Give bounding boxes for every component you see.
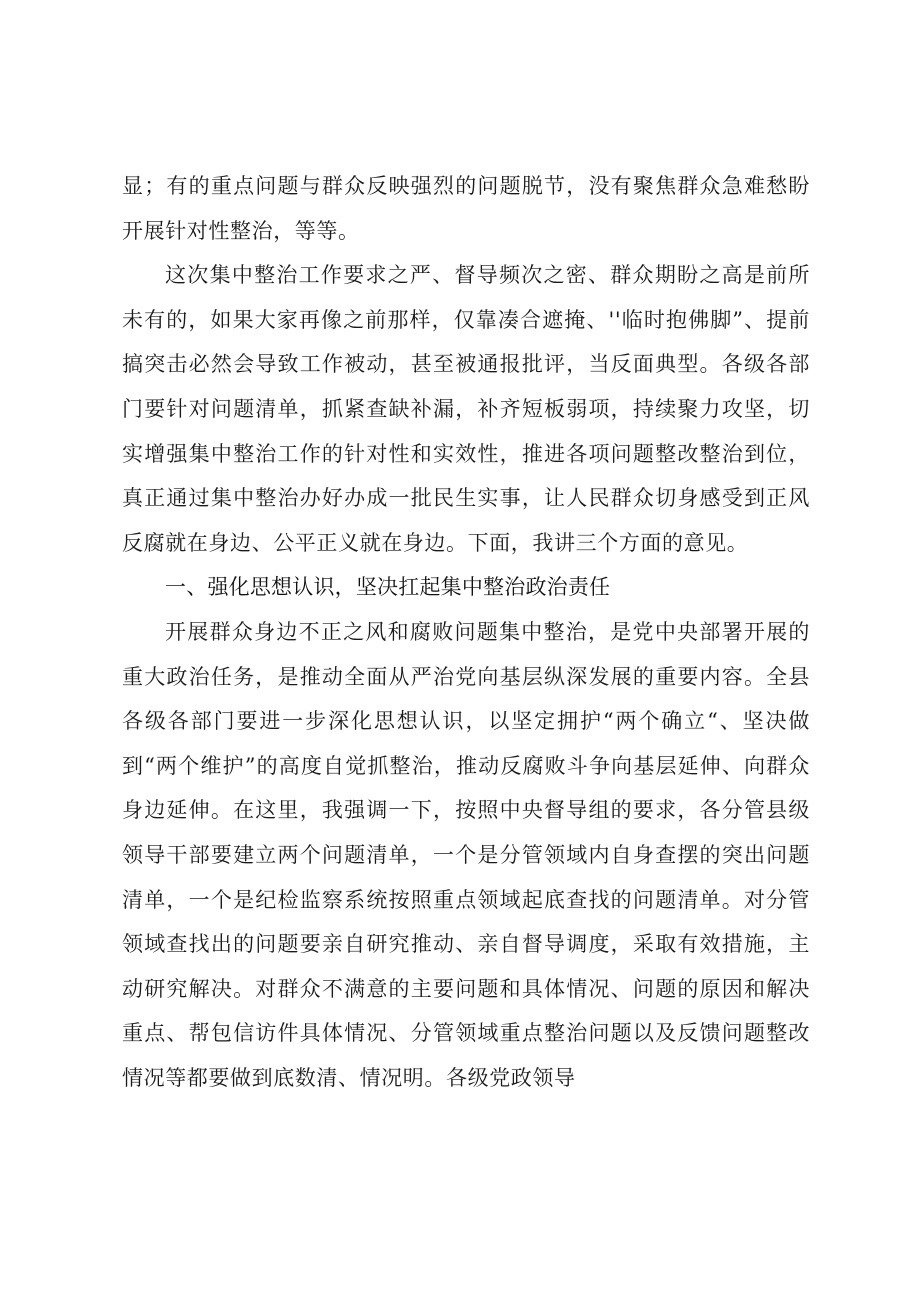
section-paragraph: 开展群众身边不正之风和腐败问题集中整治，是党中央部署开展的重大政治任务，是推动全面从严治党向基层纵深发展的重要内容。全县各级各部门要进一步深化思想认识，以坚定拥护“两个确立“、坚决做到“两个维护”的高度自觉抓整治，推动反腐败斗争向基层延伸、向群众身边延伸。在这里，我强调一下，按照中央督导组的要求，各分管县级领导干部要建立两个问题清单，一个是分管领域内自身查摆的突出问题清单，一个是纪检监察系统按照重点领域起底查找的问题清单。对分管领域查找出的问题要亲自研究推动、亲自督导调度，采取有效措施，主动研究解决。对群众不满意的主要问题和具体情况、问题的原因和解决重点、帮包信访件具体情况、分管领域重点整治问题以及反馈问题整改情况等都要做到底数清、情况明。各级党政领导 <box>122 619 810 1090</box>
paragraph-intro: 这次集中整治工作要求之严、督导频次之密、群众期盼之高是前所未有的，如果大家再像之前那样，仅靠凑合遮掩、''临时抱佛脚”、提前搞突击必然会导致工作被动，甚至被通报批评，当反面典型。各级各部门要针对问题清单，抓紧查缺补漏，补齐短板弱项，持续聚力攻坚，切实增强集中整治工作的针对性和实效性，推进各项问题整改整治到位，真正通过集中整治办好办成一批民生实事，让人民群众切身感受到正风反腐就在身边、公平正义就在身边。下面，我讲三个方面的意见。 <box>122 263 810 555</box>
document-body <box>122 164 810 1100</box>
section-heading: 一、强化思想认识，坚决扛起集中整治政治责任 <box>165 575 611 600</box>
paragraph-continued: 显；有的重点问题与群众反映强烈的问题脱节，没有聚焦群众急难愁盼开展针对性整治，等等。 <box>122 174 810 243</box>
